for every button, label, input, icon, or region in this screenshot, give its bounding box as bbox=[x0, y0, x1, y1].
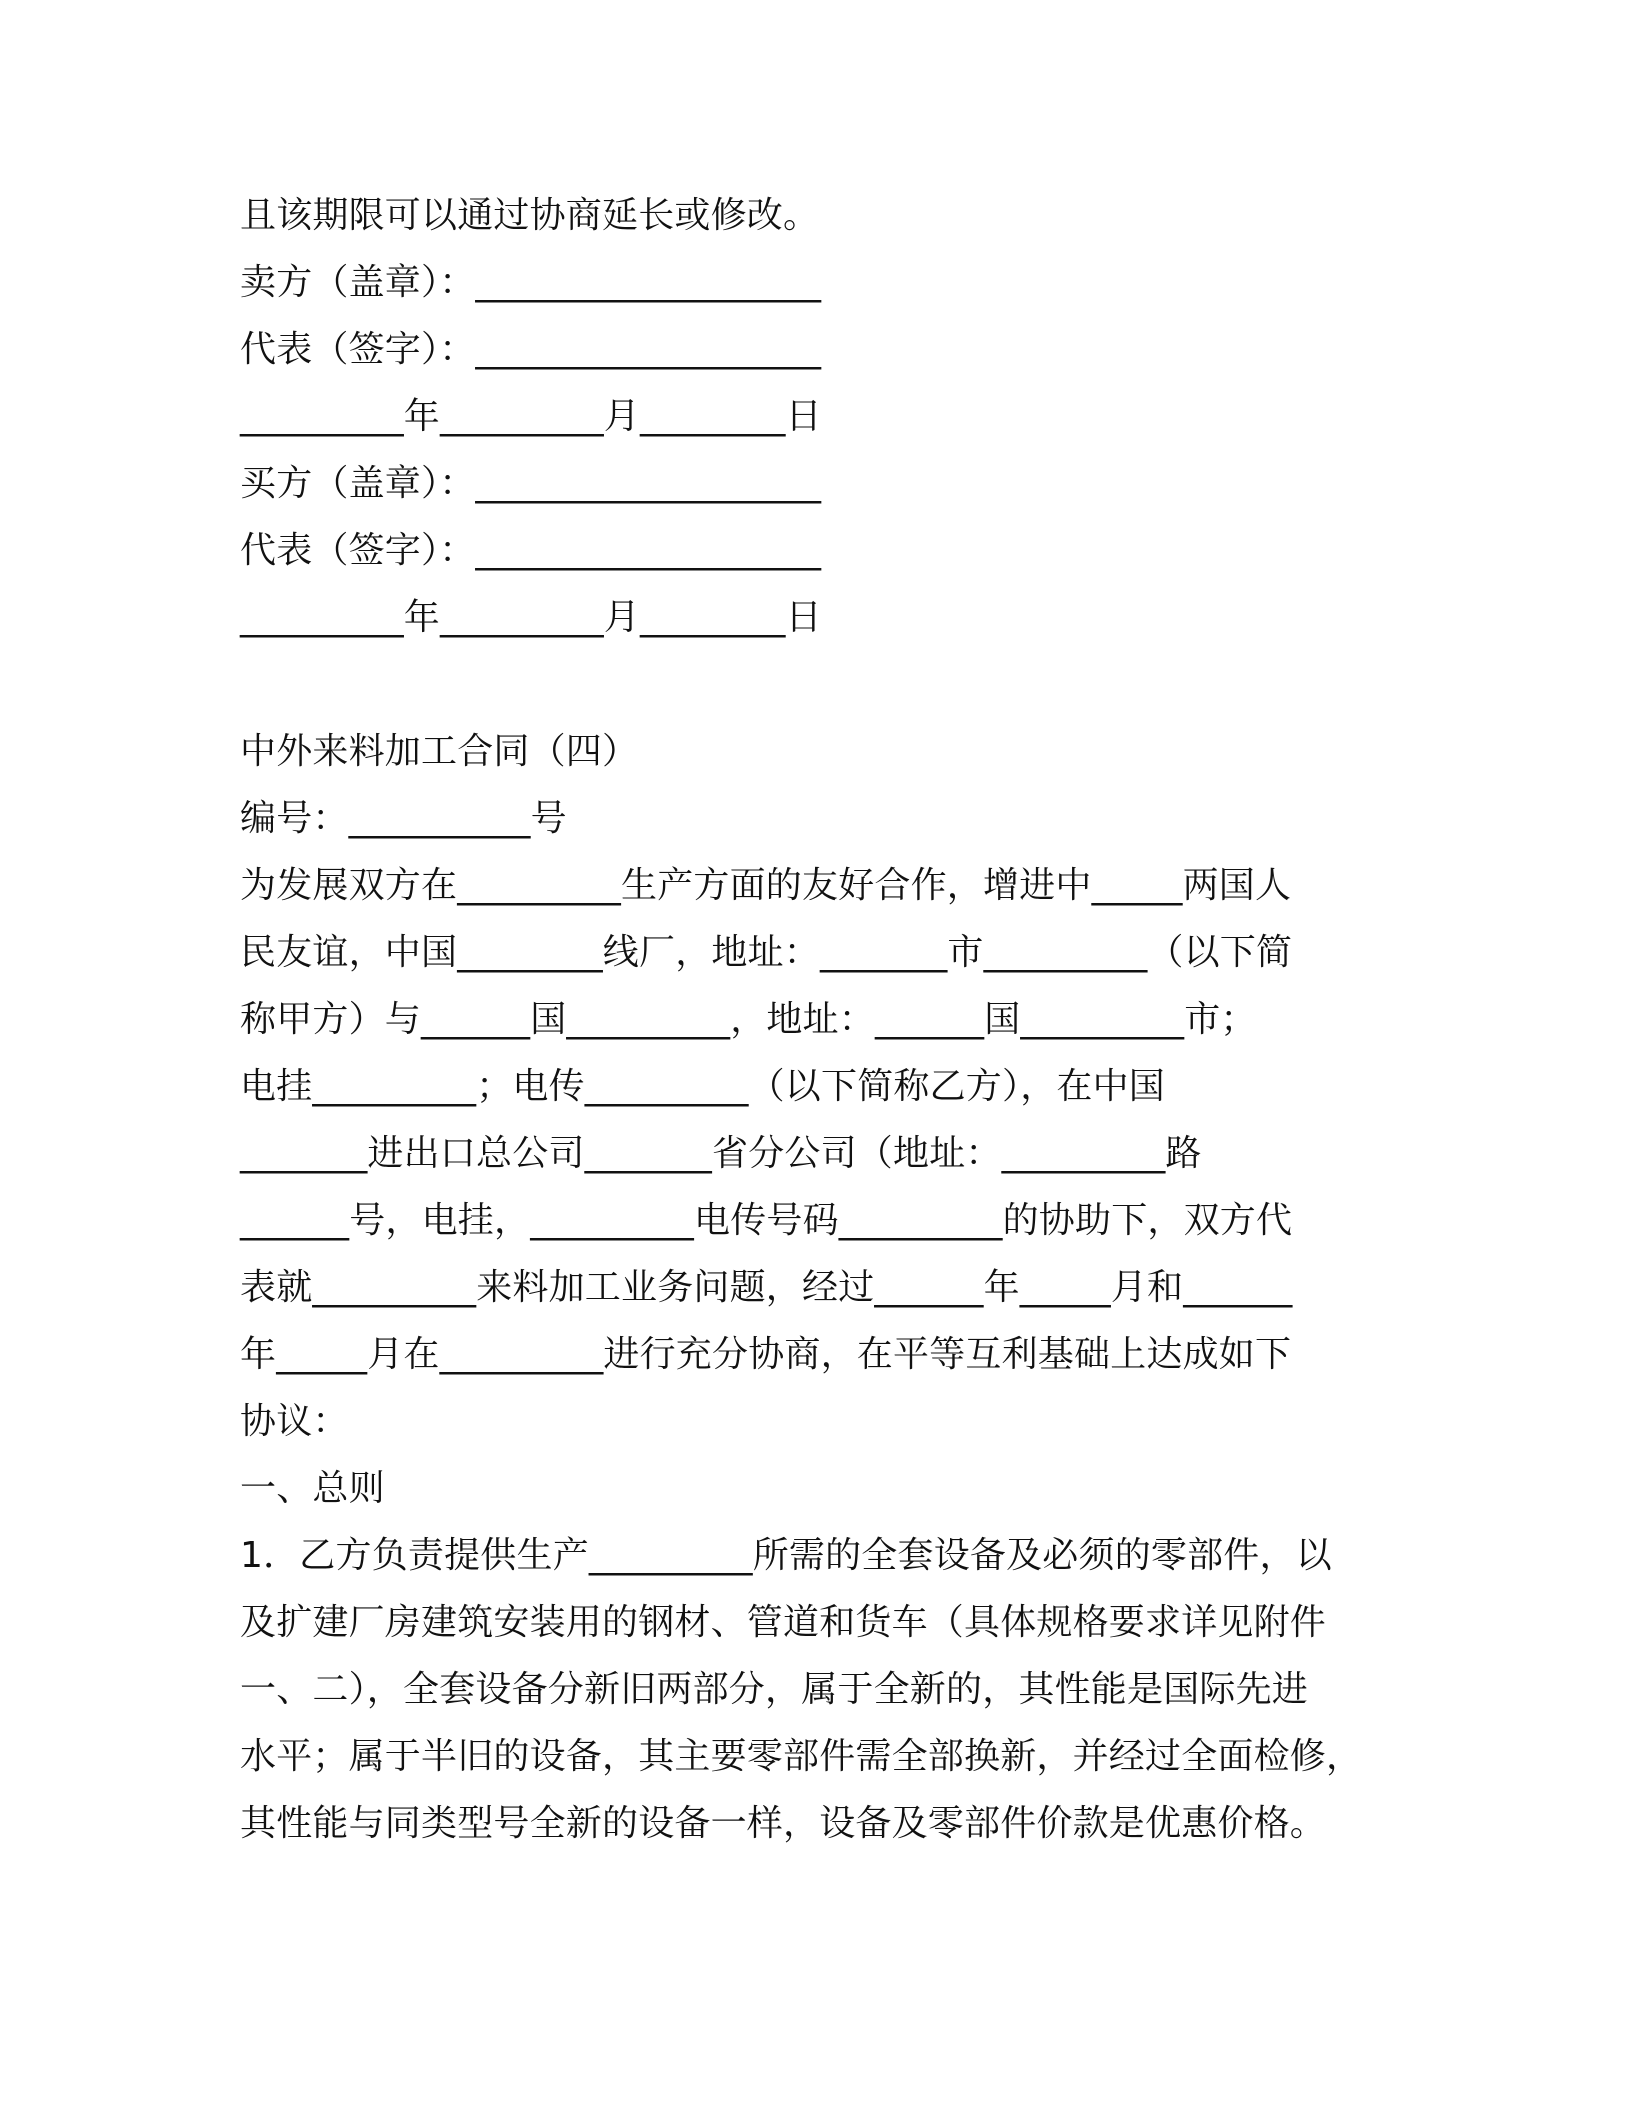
text-line: 表就_________来料加工业务问题，经过______年_____月和______ bbox=[240, 1267, 1293, 1308]
buyer-date-line: _________年_________月________日 bbox=[240, 597, 822, 638]
buyer-representative-line: 代表（签字）：___________________ bbox=[240, 530, 822, 571]
document-body bbox=[240, 182, 1385, 1857]
text-line: 电挂_________；电传_________（以下简称乙方），在中国 bbox=[240, 1066, 1166, 1107]
text-line: 协议： bbox=[240, 1401, 349, 1442]
text-line: 称甲方）与______国_________，地址：______国_________市； bbox=[240, 999, 1257, 1040]
text-line: 一、二），全套设备分新旧两部分，属于全新的，其性能是国际先进 bbox=[240, 1669, 1309, 1710]
text-line: ______号，电挂，_________电传号码_________的协助下，双方代 bbox=[240, 1200, 1293, 1241]
text-line: 民友谊，中国________线厂，地址：_______市_________（以下简 bbox=[240, 932, 1293, 973]
text-line: 为发展双方在_________生产方面的友好合作，增进中_____两国人 bbox=[240, 865, 1292, 906]
text-line: 年_____月在_________进行充分协商，在平等互利基础上达成如下 bbox=[240, 1334, 1292, 1375]
contract-title: 中外来料加工合同（四） bbox=[240, 731, 639, 772]
text-line: 1．乙方负责提供生产_________所需的全套设备及必须的零部件，以 bbox=[240, 1535, 1332, 1576]
text-line: 水平；属于半旧的设备，其主要零部件需全部换新，并经过全面检修， bbox=[240, 1736, 1363, 1777]
section-heading: 一、总则 bbox=[240, 1468, 385, 1509]
text-line: _______进出口总公司_______省分公司（地址：_________路 bbox=[240, 1133, 1202, 1174]
text-line: 及扩建厂房建筑安装用的钢材、管道和货车（具体规格要求详见附件 bbox=[240, 1602, 1327, 1643]
seller-representative-line: 代表（签字）：___________________ bbox=[240, 329, 822, 370]
text-line: 且该期限可以通过协商延长或修改。 bbox=[240, 195, 820, 236]
contract-number-line: 编号：__________号 bbox=[240, 798, 567, 839]
text-line: 其性能与同类型号全新的设备一样，设备及零部件价款是优惠价格。 bbox=[240, 1803, 1327, 1844]
seller-date-line: _________年_________月________日 bbox=[240, 396, 822, 437]
seller-seal-line: 卖方（盖章）：___________________ bbox=[240, 262, 822, 303]
buyer-seal-line: 买方（盖章）：___________________ bbox=[240, 463, 822, 504]
paragraph-gap bbox=[240, 651, 1385, 718]
